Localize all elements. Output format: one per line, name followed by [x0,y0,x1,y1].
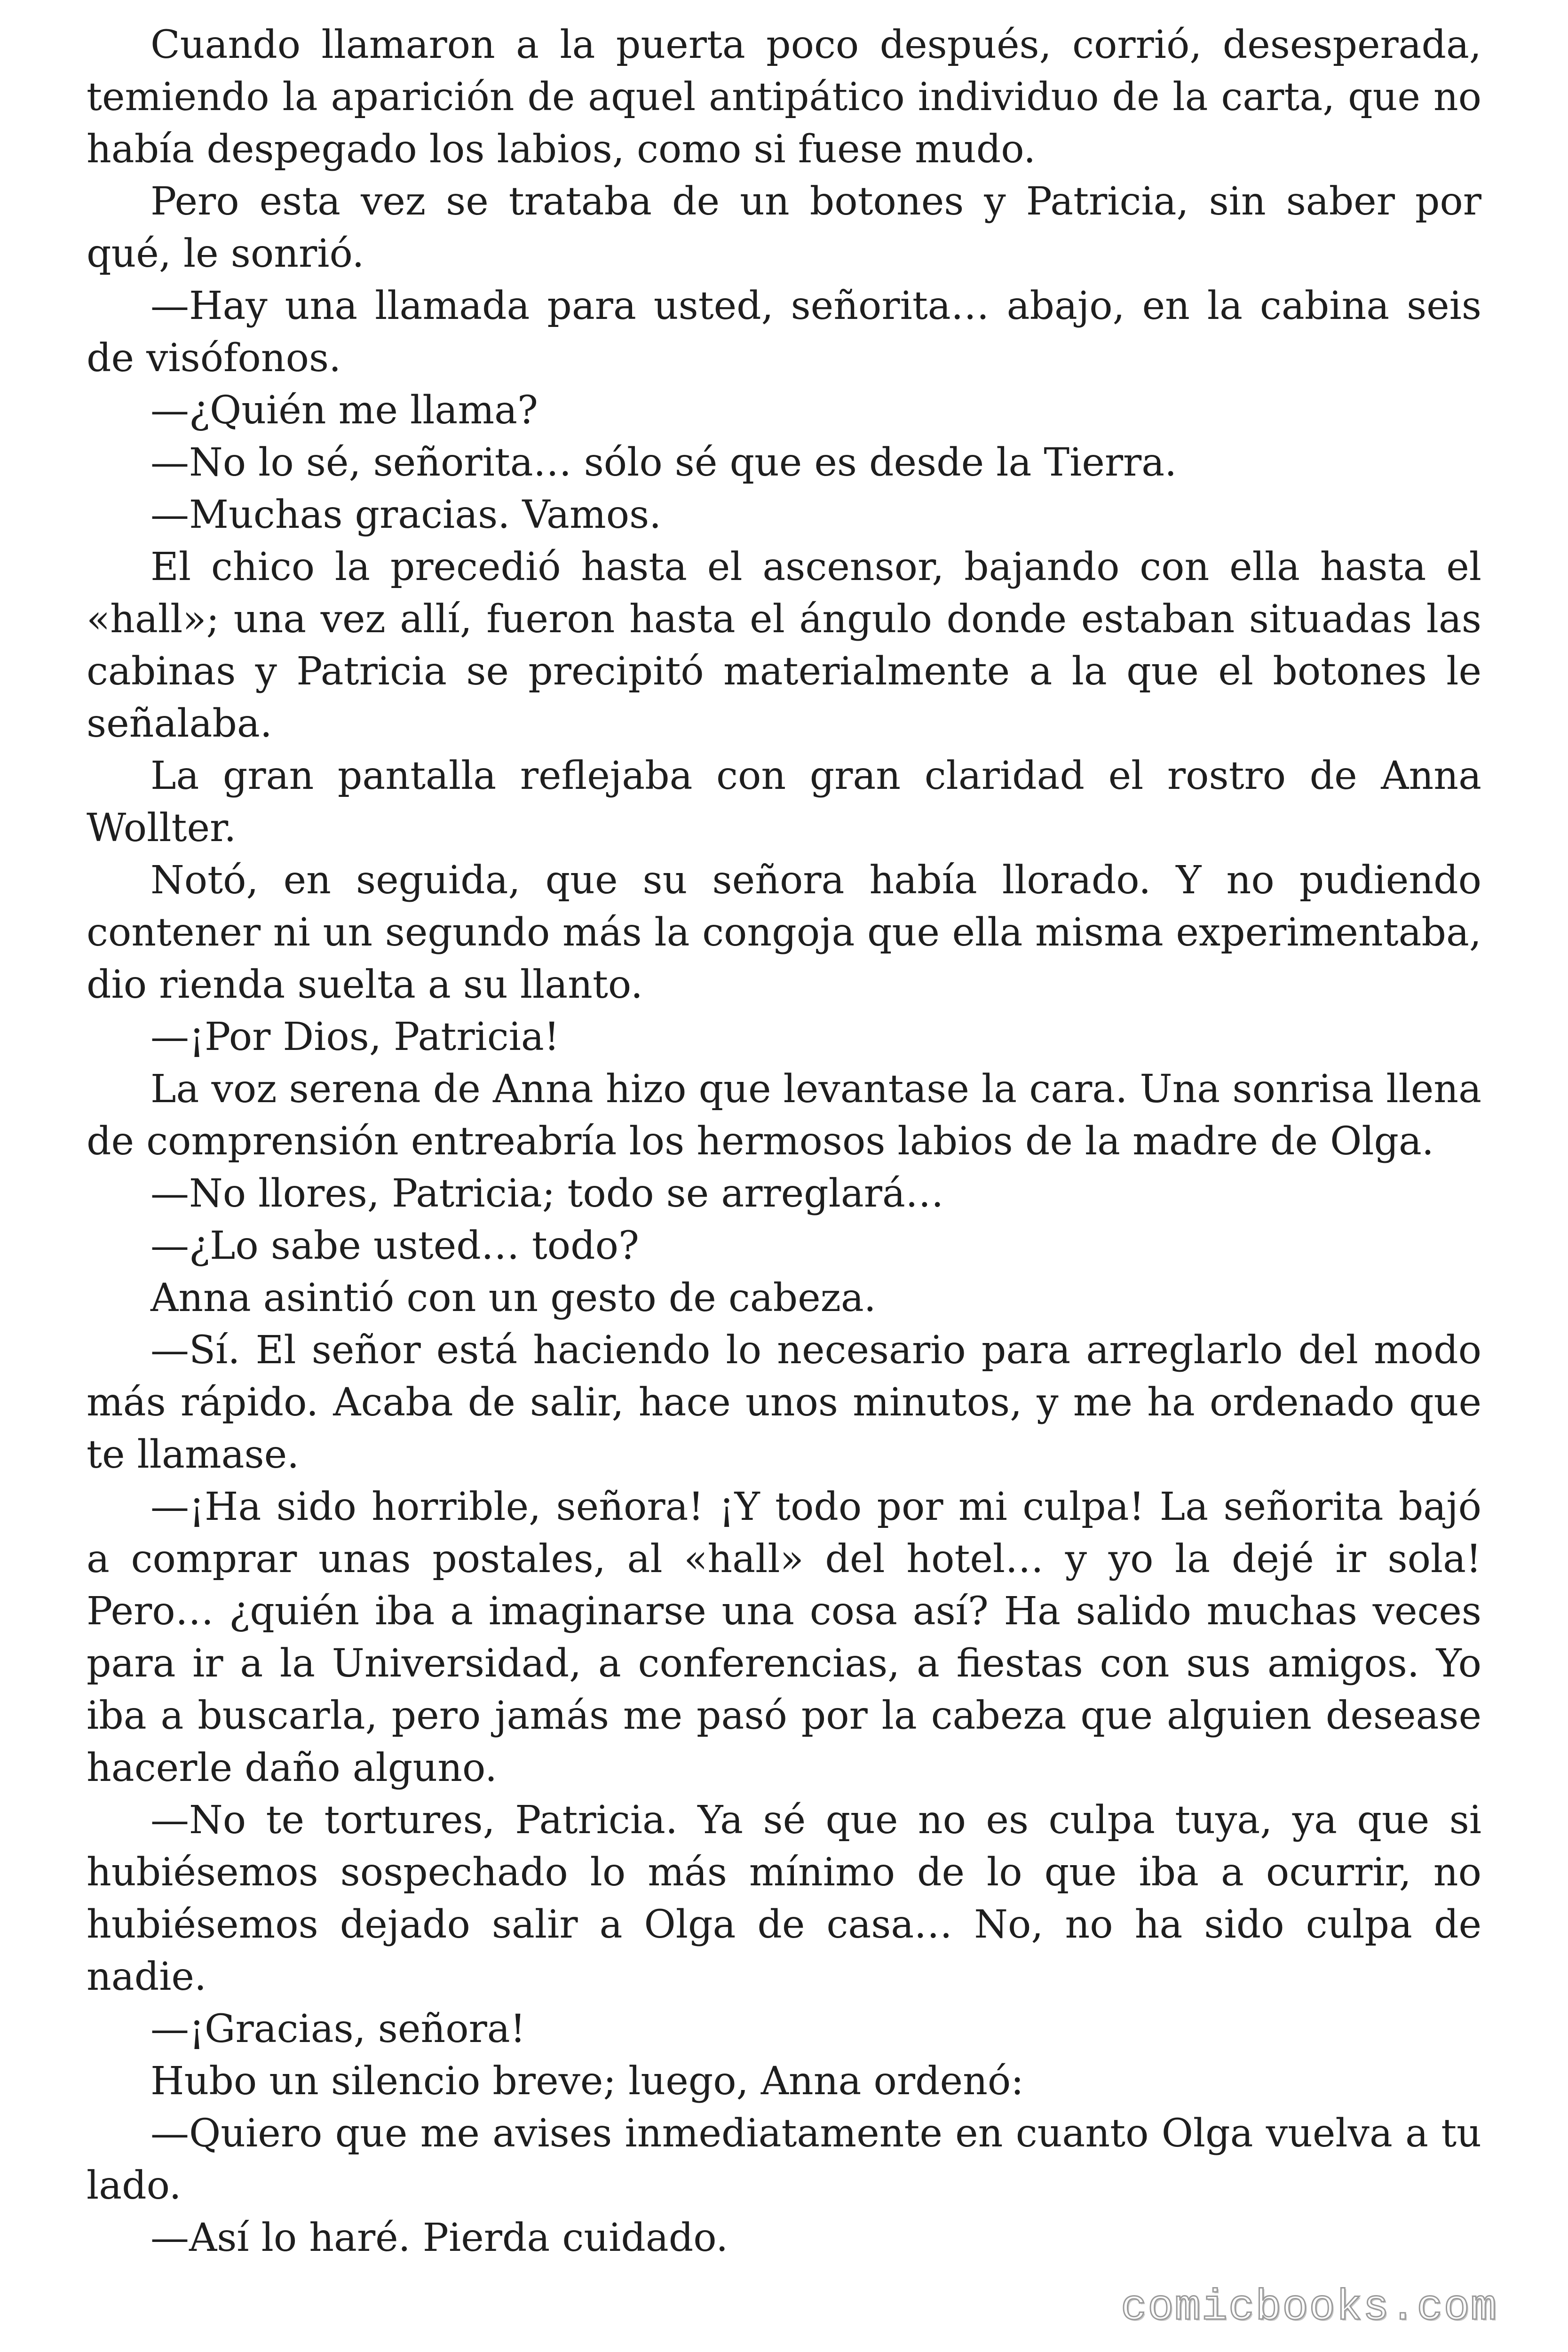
watermark: comicbooks.com [1121,2283,1497,2332]
paragraph: —No te tortures, Patricia. Ya sé que no es culpa tuya, ya que si hubiésemos sospechado lo más mínimo de lo que iba a ocurrir, no hubiésemos dejado salir a Olga de casa… No, no ha sido culpa de nadie. [87,1798,1481,1999]
paragraph: La gran pantalla reflejaba con gran claridad el rostro de Anna Wollter. [87,754,1481,850]
paragraph: —Sí. El señor está haciendo lo necesario para arreglarlo del modo más rápido. Acaba de salir, hace unos minutos, y me ha ordenado que te llamase. [87,1328,1481,1477]
paragraph: —No llores, Patricia; todo se arreglará… [150,1171,944,1216]
paragraph: —Muchas gracias. Vamos. [150,493,662,537]
paragraph: Anna asintió con un gesto de cabeza. [150,1276,876,1320]
paragraph: Cuando llamaron a la puerta poco después, corrió, desesperada, temiendo la aparición de aquel antipático individuo de la carta, que no había despegado los labios, como si fuese mudo. [87,23,1481,172]
paragraph: —¿Quién me llama? [150,388,538,433]
paragraph: —Hay una llamada para usted, señorita… abajo, en la cabina seis de visófonos. [87,284,1481,381]
paragraph: —¡Gracias, señora! [150,2007,526,2051]
paragraph: Hubo un silencio breve; luego, Anna ordenó: [150,2059,1024,2104]
paragraph: —¡Ha sido horrible, señora! ¡Y todo por mi culpa! La señorita bajó a comprar unas postales, al «hall» del hotel… y yo la dejé ir sola! Pero… ¿quién iba a imaginarse una cosa así? Ha salido muchas veces para ir a la Universidad, a conferencias, a fiestas con sus amigos. Yo iba a buscarla, pero jamás me pasó por la cabeza que alguien desease hacerle daño alguno. [87,1485,1481,1790]
paragraph: Pero esta vez se trataba de un botones y Patricia, sin saber por qué, le sonrió. [87,179,1481,276]
paragraph: —¡Por Dios, Patricia! [150,1015,560,1059]
paragraph: La voz serena de Anna hizo que levantase la cara. Una sonrisa llena de comprensión entreabría los hermosos labios de la madre de Olga. [87,1067,1481,1164]
paragraph: Notó, en seguida, que su señora había llorado. Y no pudiendo contener ni un segundo más la congoja que ella misma experimentaba, dio rienda suelta a su llanto. [87,858,1481,1007]
paragraph: —Así lo haré. Pierda cuidado. [150,2216,729,2260]
page-text [87,19,1481,2264]
paragraph: —Quiero que me avises inmediatamente en cuanto Olga vuelva a tu lado. [87,2111,1481,2208]
paragraph: El chico la precedió hasta el ascensor, bajando con ella hasta el «hall»; una vez allí, fueron hasta el ángulo donde estaban situadas las cabinas y Patricia se precipitó materialmente a la que el botones le señalaba. [87,545,1481,746]
paragraph: —No lo sé, señorita… sólo sé que es desde la Tierra. [150,440,1177,485]
paragraph: —¿Lo sabe usted… todo? [150,1224,639,1268]
